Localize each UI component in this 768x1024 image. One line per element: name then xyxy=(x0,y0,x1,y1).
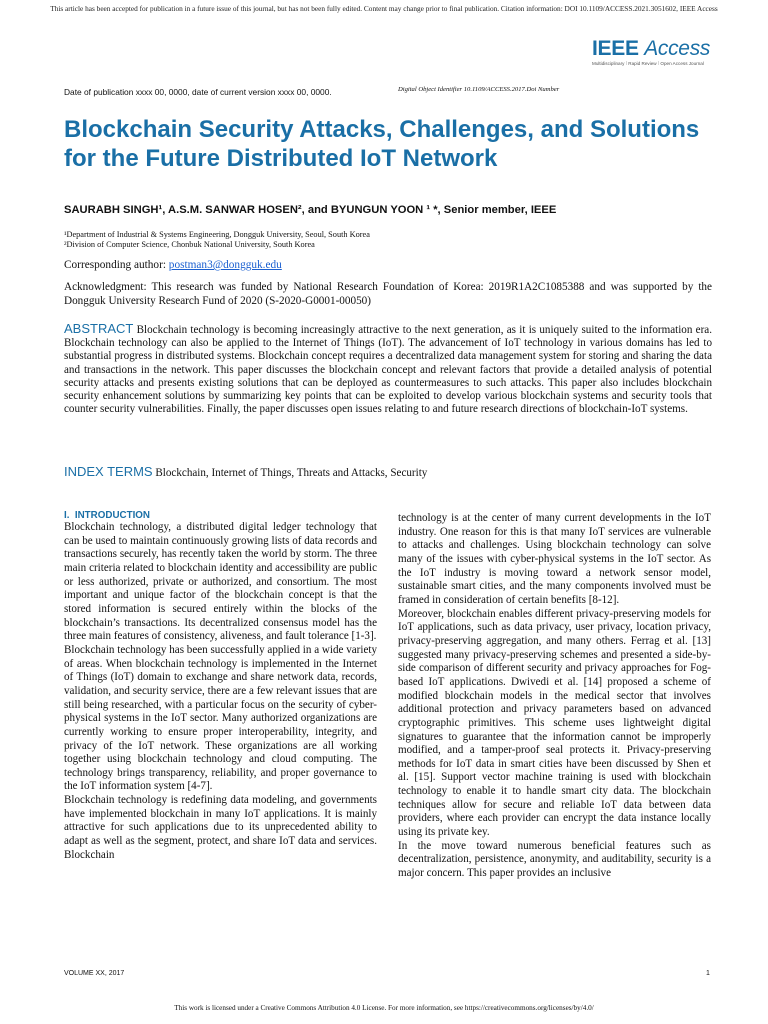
volume-label: VOLUME XX, 2017 xyxy=(64,970,125,977)
column-left xyxy=(64,521,377,862)
abstract-block xyxy=(64,322,712,416)
acknowledgment: Acknowledgment: This research was funded by National Research Foundation of Korea: 2019R1A2C1085388 and was supported by the Dongguk University Research Fund of 2020 (S-2020-G0001-00050) xyxy=(64,281,712,307)
author-list: SAURABH SINGH¹, A.S.M. SANWAR HOSEN², and BYUNGUN YOON ¹ *, Senior member, IEEE xyxy=(64,204,557,216)
corresponding-author xyxy=(64,259,282,271)
logo-product: Access xyxy=(644,37,711,60)
paragraph: Blockchain technology, a distributed digital ledger technology that can be used to maintain continuously growing lists of data records and transactions securely, has recently taken the world by storm. The three main criteria related to blockchain identity and accessibility are public or less authorized, private or authorized, and consortium. The most important and unique factor of the blockchain concept is that the stored information is secured entirely within the blocks of the blockchain’s transactions. Its decentralized consensus model has the three main features of consistency, aliveness, and fault tolerance [1-3]. xyxy=(64,521,377,643)
affiliation-1: ¹Department of Industrial & Systems Engineering, Dongguk University, Seoul, South Korea xyxy=(64,230,370,239)
corresponding-email-link[interactable]: postman3@dongguk.edu xyxy=(168,259,282,271)
page-number: 1 xyxy=(706,970,710,977)
index-terms-text: Blockchain, Internet of Things, Threats and Attacks, Security xyxy=(155,467,428,479)
paragraph: Blockchain technology is redefining data modeling, and governments have implemented blockchain in many IoT applications. It is mainly attractive for such applications due to its unprecedented ability to adapt as well as the segment, protect, and share IoT data and services. Blockchain xyxy=(64,794,377,861)
logo-brand: IEEE xyxy=(592,37,639,60)
column-right xyxy=(398,512,711,881)
paper-title: Blockchain Security Attacks, Challenges, and Solutions for the Future Distributed IoT Network xyxy=(64,116,700,172)
logo-tagline: Multidisciplinary ⁞ Rapid Review ⁞ Open Access Journal xyxy=(592,61,704,66)
paragraph: Blockchain technology has been successfully applied in a wide variety of areas. When blockchain technology is implemented in the Internet of Things (IoT) domain to exchange and share network data, records, validation, and security service, there are a few relevant issues that are still being researched, with a particular focus on the security of cyber-physical systems in the IoT sector. Many authorized organizations are currently working to ensure proper interoperability, integrity, and privacy of the IoT network. These organizations are all working together using blockchain technology and cloud computing. The technology brings transparency, reliability, and proper governance to the IoT information system [4-7]. xyxy=(64,643,377,793)
license-notice: This work is licensed under a Creative Commons Attribution 4.0 License. For more information, see https://creativecommons.org/licenses/by/4.0/ xyxy=(174,1004,594,1012)
journal-logo xyxy=(592,38,720,66)
section-heading: I. INTRODUCTION xyxy=(64,510,150,521)
publication-dates: Date of publication xxxx 00, 0000, date of current version xxxx 00, 0000. xyxy=(64,87,332,97)
paragraph: Moreover, blockchain enables different privacy-preserving models for IoT applications, such as data privacy, user privacy, location privacy, privacy-preserving aggregation, and many others. Ferrag et al. [13] suggested many privacy-preserving schemes and presented a side-by-side comparison of different security and privacy approaches for Fog-based IoT applications. Dwivedi et al. [14] proposed a scheme of modified blockchain models in the medical sector that involves additional protection and privacy parameters based on advanced cryptographic primitives. This scheme uses lightweight digital signatures to guarantee that the information cannot be improperly modified, and a tamper-proof seal protects it. Privacy-preserving methods for IoT data in smart cities have been discussed by Shen et al. [15]. Support vector machine training is used with blockchain technology to enable it to handle smart city data. The blockchain techniques allow for secure and reliable IoT data between data providers, where each provider can encrypt the data instance locally using its private key. xyxy=(398,607,711,839)
doi-line: Digital Object Identifier 10.1109/ACCESS.2017.Doi Number xyxy=(398,86,560,93)
index-terms xyxy=(64,464,712,479)
paragraph: In the move toward numerous beneficial features such as decentralization, persistence, anonymity, and auditability, security is a major concern. This paper provides an inclusive xyxy=(398,839,711,880)
abstract-text: Blockchain technology is becoming increasingly attractive to the next generation, as it is uniquely suited to the information era. Blockchain technology can also be applied to the Internet of Things (IoT). The advancement of IoT technology in various domains has led to substantial progress in distributed systems. Blockchain concept requires a decentralized data management system for storing and sharing the data and transactions in the network. This paper discusses the blockchain concept and relevant factors that provide a detailed analysis of potential security attacks and presents existing solutions that can be deployed as countermeasures to such attacks. This paper also includes blockchain security enhancement solutions by summarizing key points that can be exploited to develop various blockchain systems and security tools that counter security vulnerabilities. Finally, the paper discusses open issues relating to and future research directions of blockchain-IoT systems. xyxy=(64,324,712,416)
affiliation-2: ²Division of Computer Science, Chonbuk National University, South Korea xyxy=(64,240,315,249)
corresponding-label: Corresponding author: xyxy=(64,259,169,271)
abstract-heading: ABSTRACT xyxy=(64,321,134,336)
paragraph: technology is at the center of many current developments in the IoT industry. One reason for this is that many IoT services are vulnerable to attacks and challenges. Using blockchain technology can solve many of the issues with cyber-physical systems in the IoT sector. As the IoT industry is moving toward a network sensor model, sustainable smart cities, and the many components involved must be framed in consideration of certain benefits [8-12]. xyxy=(398,512,711,606)
publication-banner: This article has been accepted for publication in a future issue of this journal, but has not been fully edited. Content may change prior to final publication. Citation information: DOI 10.1109/ACCESS.2021.3051602, IEEE Access xyxy=(50,4,718,13)
index-terms-heading: INDEX TERMS xyxy=(64,464,153,479)
